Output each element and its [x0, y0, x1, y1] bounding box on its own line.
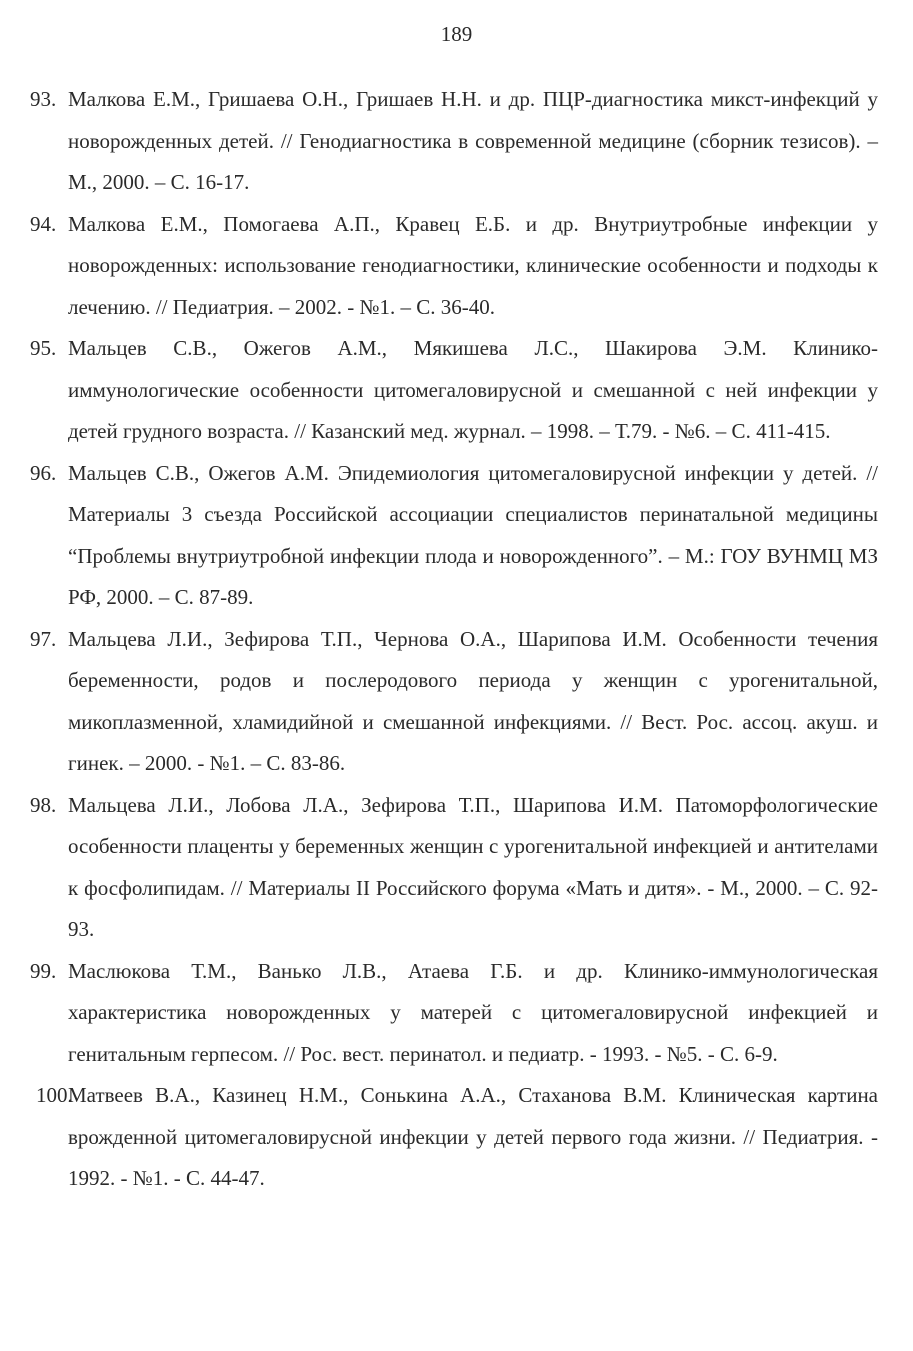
reference-text: Мальцев С.В., Ожегов А.М., Мякишева Л.С., Шакирова Э.М. Клинико-иммунологические особенности цитомегаловирусной и смешанной с ней инфекции у детей грудного возраста. // Казанский мед. журнал. – 1998. – Т.79. - №6. – С. 411-415. [68, 336, 878, 443]
reference-item-99 [30, 951, 878, 1076]
reference-number: 95. [30, 336, 57, 360]
reference-text: Мальцева Л.И., Зефирова Т.П., Чернова О.А., Шарипова И.М. Особенности течения беременности, родов и послеродового периода у женщин с урогенитальной, микоплазменной, хламидийной и смешанной инфекциями. // Вест. Рос. ассоц. акуш. и гинек. – 2000. - №1. – С. 83-86. [68, 626, 878, 775]
reference-item-100 [30, 1075, 878, 1200]
page-number: 189 [440, 22, 473, 46]
reference-list [30, 79, 878, 1200]
reference-text: Малкова Е.М., Помогаева А.П., Кравец Е.Б. и др. Внутриутробные инфекции у новорожденных: использование генодиагностики, клинические особенности и подходы к лечению. // Педиатрия. – 2002. - №1. – С. 36-40. [68, 211, 878, 319]
reference-number: 97. [30, 626, 57, 651]
reference-text: Мальцев С.В., Ожегов А.М. Эпидемиология цитомегаловирусной инфекции у детей. // Материалы 3 съезда Российской ассоциации специалистов перинатальной медицины “Проблемы внутриутробной инфекции плода и новорожденного”. – М.: ГОУ ВУНМЦ МЗ РФ, 2000. – С. 87-89. [68, 460, 878, 609]
reference-number: 100. [36, 1083, 73, 1107]
reference-item-97 [30, 619, 878, 785]
reference-item-96 [30, 453, 878, 619]
reference-number: 94. [30, 211, 57, 236]
reference-item-93 [30, 79, 878, 204]
reference-number: 98. [30, 792, 57, 817]
reference-item-98 [30, 785, 878, 951]
reference-item-95 [30, 328, 878, 453]
reference-number: 96. [30, 460, 57, 485]
reference-number: 99. [30, 958, 57, 983]
reference-item-94 [30, 204, 878, 329]
reference-number: 93. [30, 87, 57, 111]
reference-text: Маслюкова Т.М., Ванько Л.В., Атаева Г.Б. и др. Клинико-иммунологическая характеристика новорожденных у матерей с цитомегаловирусной инфекцией и генитальным герпесом. // Рос. вест. перинатол. и педиатр. - 1993. - №5. - С. 6-9. [68, 958, 878, 1066]
reference-text: Мальцева Л.И., Лобова Л.А., Зефирова Т.П., Шарипова И.М. Патоморфологические особенности плаценты у беременных женщин с урогенитальной инфекцией и антителами к фосфолипидам. // Материалы II Российского форума «Мать и дитя». - М., 2000. – С. 92-93. [68, 792, 878, 941]
reference-text: Малкова Е.М., Гришаева О.Н., Гришаев Н.Н. и др. ПЦР-диагностика микст-инфекций у новорожденных детей. // Генодиагностика в современной медицине (сборник тезисов). – М., 2000. – С. 16-17. [68, 87, 878, 194]
reference-text: Матвеев В.А., Казинец Н.М., Сонькина А.А., Стаханова В.М. Клиническая картина врожденной цитомегаловирусной инфекции у детей первого года жизни. // Педиатрия. - 1992. - №1. - С. 44-47. [68, 1083, 878, 1190]
